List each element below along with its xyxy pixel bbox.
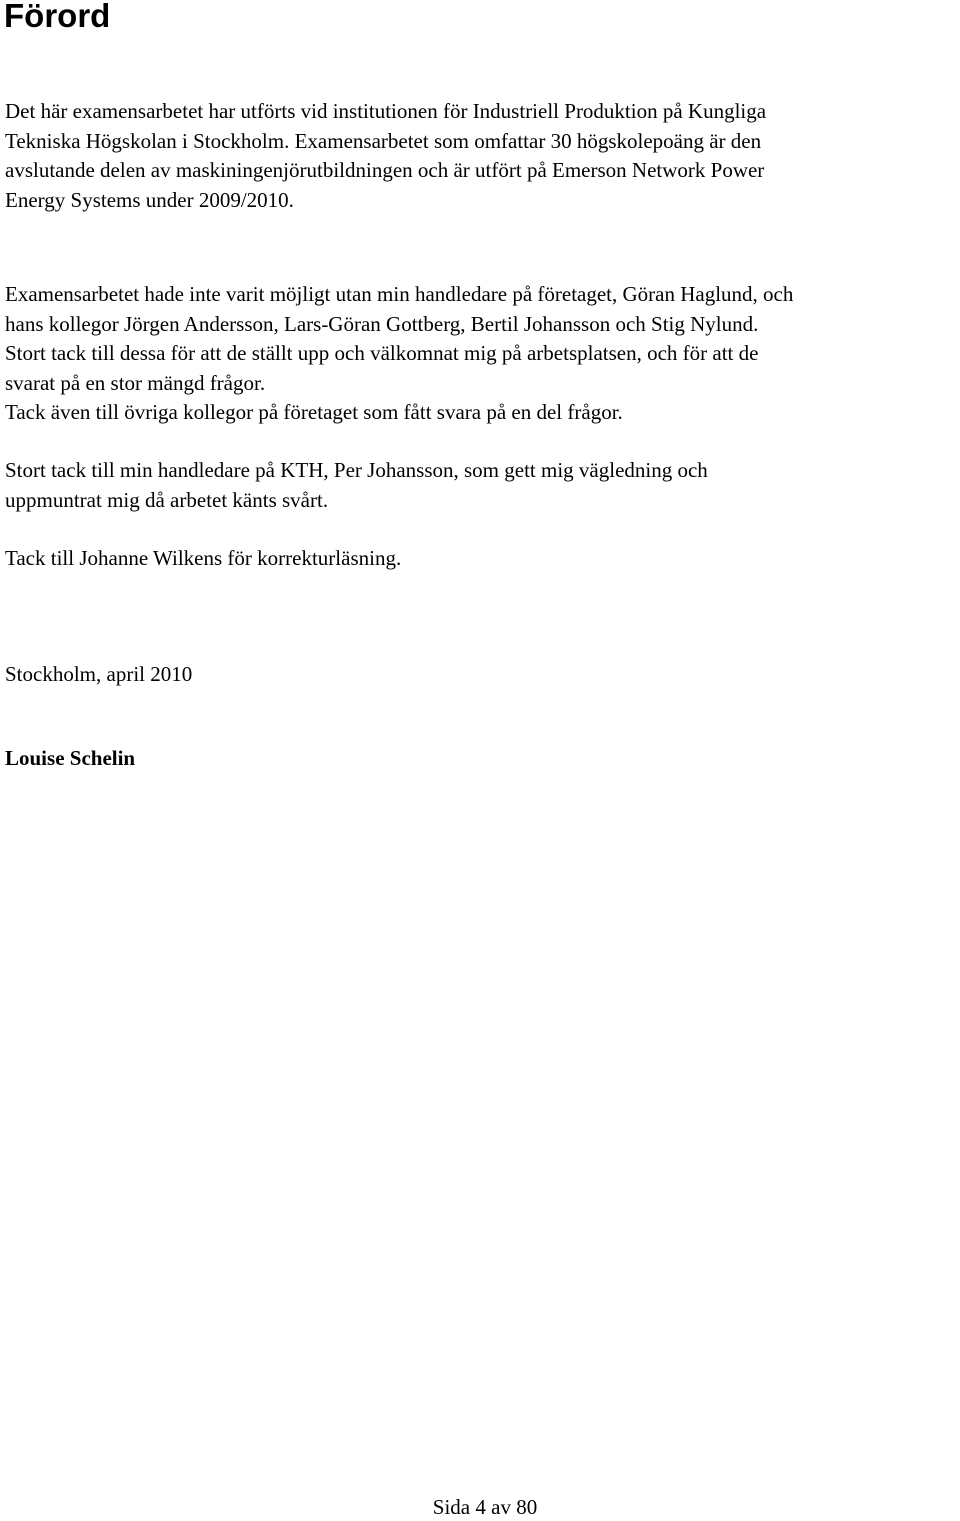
page-number: Sida 4 av 80 [432, 1495, 538, 1519]
place-date: Stockholm, april 2010 [5, 662, 193, 686]
page-footer [0, 1494, 960, 1520]
paragraph-proofreading [5, 544, 960, 574]
paragraph-acknowledgements-kth [5, 456, 960, 515]
paragraph-line: uppmuntrat mig då arbetet känts svårt. [5, 487, 329, 512]
paragraph-line: svarat på en stor mängd frågor. [5, 370, 266, 395]
author-signature: Louise Schelin [5, 746, 136, 770]
paragraph-line: Stort tack till min handledare på KTH, Per Johansson, som gett mig vägledning och [5, 458, 708, 482]
paragraph-line: hans kollegor Jörgen Andersson, Lars-Göran Gottberg, Bertil Johansson och Stig Nylund. [5, 311, 759, 336]
paragraph-line: Stort tack till dessa för att de ställt upp och välkomnat mig på arbetsplatsen, och för att de [5, 341, 759, 365]
paragraph-line: Det här examensarbetet har utförts vid institutionen för Industriell Produktion på Kungliga [5, 99, 767, 123]
paragraph-line: avslutande delen av maskiningenjörutbildningen och är utfört på Emerson Network Power [5, 158, 765, 182]
paragraph-line: Examensarbetet hade inte varit möjligt utan min handledare på företaget, Göran Haglund, och [5, 282, 794, 306]
paragraph-line: Energy Systems under 2009/2010. [5, 187, 294, 212]
paragraph-line: Tack även till övriga kollegor på företaget som fått svara på en del frågor. [5, 400, 623, 424]
paragraph-acknowledgements-company [5, 280, 960, 428]
page-title: Förord [4, 0, 111, 34]
paragraph-line: Tekniska Högskolan i Stockholm. Examensarbetet som omfattar 30 högskolepoäng är den [5, 128, 762, 153]
paragraph-line: Tack till Johanne Wilkens för korrekturläsning. [5, 546, 402, 570]
paragraph-intro [5, 97, 960, 215]
